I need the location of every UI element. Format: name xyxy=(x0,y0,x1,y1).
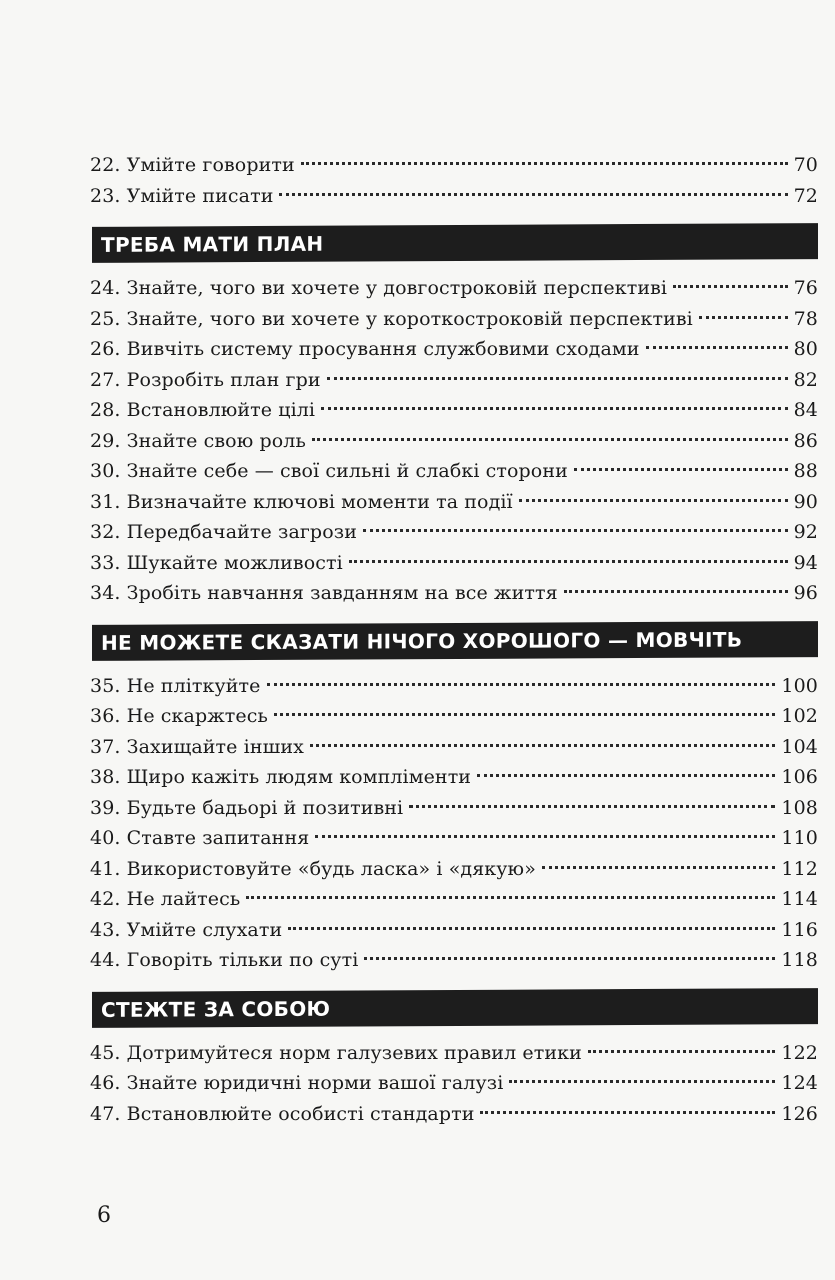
toc-entry-title: 38. Щиро кажіть людям компліменти xyxy=(90,766,472,788)
toc-entry[interactable] xyxy=(90,823,818,854)
toc-entry-title: 39. Будьте бадьорі й позитивні xyxy=(90,796,404,819)
dot-leader xyxy=(574,468,788,471)
dot-leader xyxy=(477,774,775,777)
toc-entry-title: 34. Зробіть навчання завданням на все життя xyxy=(90,582,558,604)
toc-entry[interactable] xyxy=(90,365,818,396)
toc-entry[interactable] xyxy=(90,793,818,824)
toc-entry-page: 100 xyxy=(781,674,818,697)
dot-leader xyxy=(327,377,788,380)
toc-entry-page: 96 xyxy=(793,582,818,604)
toc-entry-page: 92 xyxy=(793,521,818,543)
toc-entry-title: 28. Встановлюйте цілі xyxy=(90,399,316,421)
dot-leader xyxy=(480,1111,775,1114)
toc-entry-title: 23. Умійте писати xyxy=(90,184,274,207)
toc-entry[interactable] xyxy=(90,732,818,763)
toc-entry-page: 114 xyxy=(781,888,818,910)
toc-entry-page: 102 xyxy=(781,705,818,727)
toc-entry-title: 25. Знайте, чого ви хочете у короткостроковій перспективі xyxy=(90,307,693,330)
dot-leader xyxy=(519,499,788,502)
toc-entry-title: 29. Знайте свою роль xyxy=(90,429,306,452)
table-of-contents xyxy=(90,150,818,1129)
toc-entry[interactable] xyxy=(90,915,818,946)
toc-entry-page: 110 xyxy=(781,827,818,849)
toc-entry[interactable] xyxy=(90,304,818,335)
toc-entry-title: 22. Умійте говорити xyxy=(90,154,295,176)
toc-entry[interactable] xyxy=(90,150,818,181)
toc-entry[interactable] xyxy=(90,884,818,915)
toc-entry[interactable] xyxy=(90,945,818,976)
dot-leader xyxy=(312,438,788,441)
section-spacer xyxy=(90,261,818,273)
toc-entry-title: 30. Знайте себе — свої сильні й слабкі сторони xyxy=(90,460,568,482)
toc-entry-title: 33. Шукайте можливості xyxy=(90,551,343,574)
toc-entry-page: 116 xyxy=(781,918,818,941)
toc-entry-page: 118 xyxy=(781,949,818,971)
dot-leader xyxy=(363,529,788,532)
toc-entry-page: 72 xyxy=(793,184,818,207)
toc-entry[interactable] xyxy=(90,395,818,426)
dot-leader xyxy=(588,1050,776,1053)
toc-entry-page: 122 xyxy=(781,1041,818,1064)
toc-entry-page: 78 xyxy=(793,307,818,330)
toc-entry-page: 90 xyxy=(793,490,818,513)
toc-entry-page: 106 xyxy=(781,766,818,788)
toc-entry-title: 42. Не лайтесь xyxy=(90,888,241,910)
toc-entry-page: 70 xyxy=(793,154,818,176)
toc-entry[interactable] xyxy=(90,426,818,457)
toc-entry-page: 112 xyxy=(781,857,818,880)
toc-entry-title: 31. Визначайте ключові моменти та події xyxy=(90,490,513,513)
toc-entry[interactable] xyxy=(90,273,818,304)
dot-leader xyxy=(321,407,788,410)
dot-leader xyxy=(288,927,775,930)
toc-entry-title: 26. Вивчіть систему просування службовими сходами xyxy=(90,338,640,360)
toc-entry-title: 27. Розробіть план гри xyxy=(90,368,321,391)
dot-leader xyxy=(509,1080,775,1083)
dot-leader xyxy=(315,835,775,838)
dot-leader xyxy=(279,193,787,196)
toc-entry-page: 104 xyxy=(781,735,818,758)
toc-entry[interactable] xyxy=(90,578,818,609)
toc-entry[interactable] xyxy=(90,1068,818,1099)
dot-leader xyxy=(246,896,775,899)
toc-entry-title: 36. Не скаржтесь xyxy=(90,705,268,727)
toc-entry-page: 124 xyxy=(781,1072,818,1094)
toc-entry-page: 82 xyxy=(793,368,818,391)
dot-leader xyxy=(673,285,788,288)
toc-entry-title: 47. Встановлюйте особисті стандарти xyxy=(90,1102,475,1125)
toc-entry-title: 37. Захищайте інших xyxy=(90,735,304,758)
dot-leader xyxy=(267,683,776,686)
dot-leader xyxy=(274,713,775,716)
section-header: НЕ МОЖЕТЕ СКАЗАТИ НІЧОГО ХОРОШОГО — МОВЧІТЬ xyxy=(92,621,818,661)
toc-entry-page: 108 xyxy=(781,796,818,819)
section-header: ТРЕБА МАТИ ПЛАН xyxy=(92,223,818,263)
dot-leader xyxy=(646,346,788,349)
toc-entry-page: 86 xyxy=(793,429,818,452)
toc-entry-page: 80 xyxy=(793,338,818,360)
dot-leader xyxy=(349,560,788,563)
toc-entry[interactable] xyxy=(90,181,818,212)
toc-entry-title: 40. Ставте запитання xyxy=(90,827,310,849)
toc-entry[interactable] xyxy=(90,854,818,885)
toc-entry-title: 24. Знайте, чого ви хочете у довгостроковій перспективі xyxy=(90,277,668,299)
toc-entry[interactable] xyxy=(90,762,818,793)
toc-entry-title: 45. Дотримуйтеся норм галузевих правил етики xyxy=(90,1041,582,1064)
toc-entry[interactable] xyxy=(90,487,818,518)
page-number: 6 xyxy=(97,1203,111,1228)
toc-entry[interactable] xyxy=(90,548,818,579)
section-header: СТЕЖТЕ ЗА СОБОЮ xyxy=(92,988,818,1028)
dot-leader xyxy=(301,162,788,165)
toc-entry[interactable] xyxy=(90,517,818,548)
toc-entry-page: 76 xyxy=(793,277,818,299)
dot-leader xyxy=(564,590,788,593)
dot-leader xyxy=(699,316,788,319)
dot-leader xyxy=(364,957,775,960)
toc-entry-title: 46. Знайте юридичні норми вашої галузі xyxy=(90,1072,504,1094)
toc-entry-page: 94 xyxy=(793,551,818,574)
toc-entry-title: 44. Говоріть тільки по суті xyxy=(90,949,359,971)
dot-leader xyxy=(310,744,775,747)
toc-entry-title: 35. Не пліткуйте xyxy=(90,674,261,697)
toc-entry-title: 32. Передбачайте загрози xyxy=(90,521,357,543)
toc-entry-page: 84 xyxy=(793,399,818,421)
dot-leader xyxy=(409,805,775,808)
toc-entry-title: 43. Умійте слухати xyxy=(90,918,283,941)
toc-entry[interactable] xyxy=(90,671,818,702)
dot-leader xyxy=(542,866,775,869)
toc-entry[interactable] xyxy=(90,456,818,487)
section-spacer xyxy=(90,976,818,990)
toc-entry[interactable] xyxy=(90,1038,818,1069)
section-spacer xyxy=(90,609,818,623)
toc-entry[interactable] xyxy=(90,701,818,732)
toc-entry-page: 88 xyxy=(793,460,818,482)
toc-entry-page: 126 xyxy=(781,1102,818,1125)
toc-entry-title: 41. Використовуйте «будь ласка» і «дякую» xyxy=(90,857,536,880)
toc-entry[interactable] xyxy=(90,334,818,365)
toc-entry[interactable] xyxy=(90,1099,818,1130)
